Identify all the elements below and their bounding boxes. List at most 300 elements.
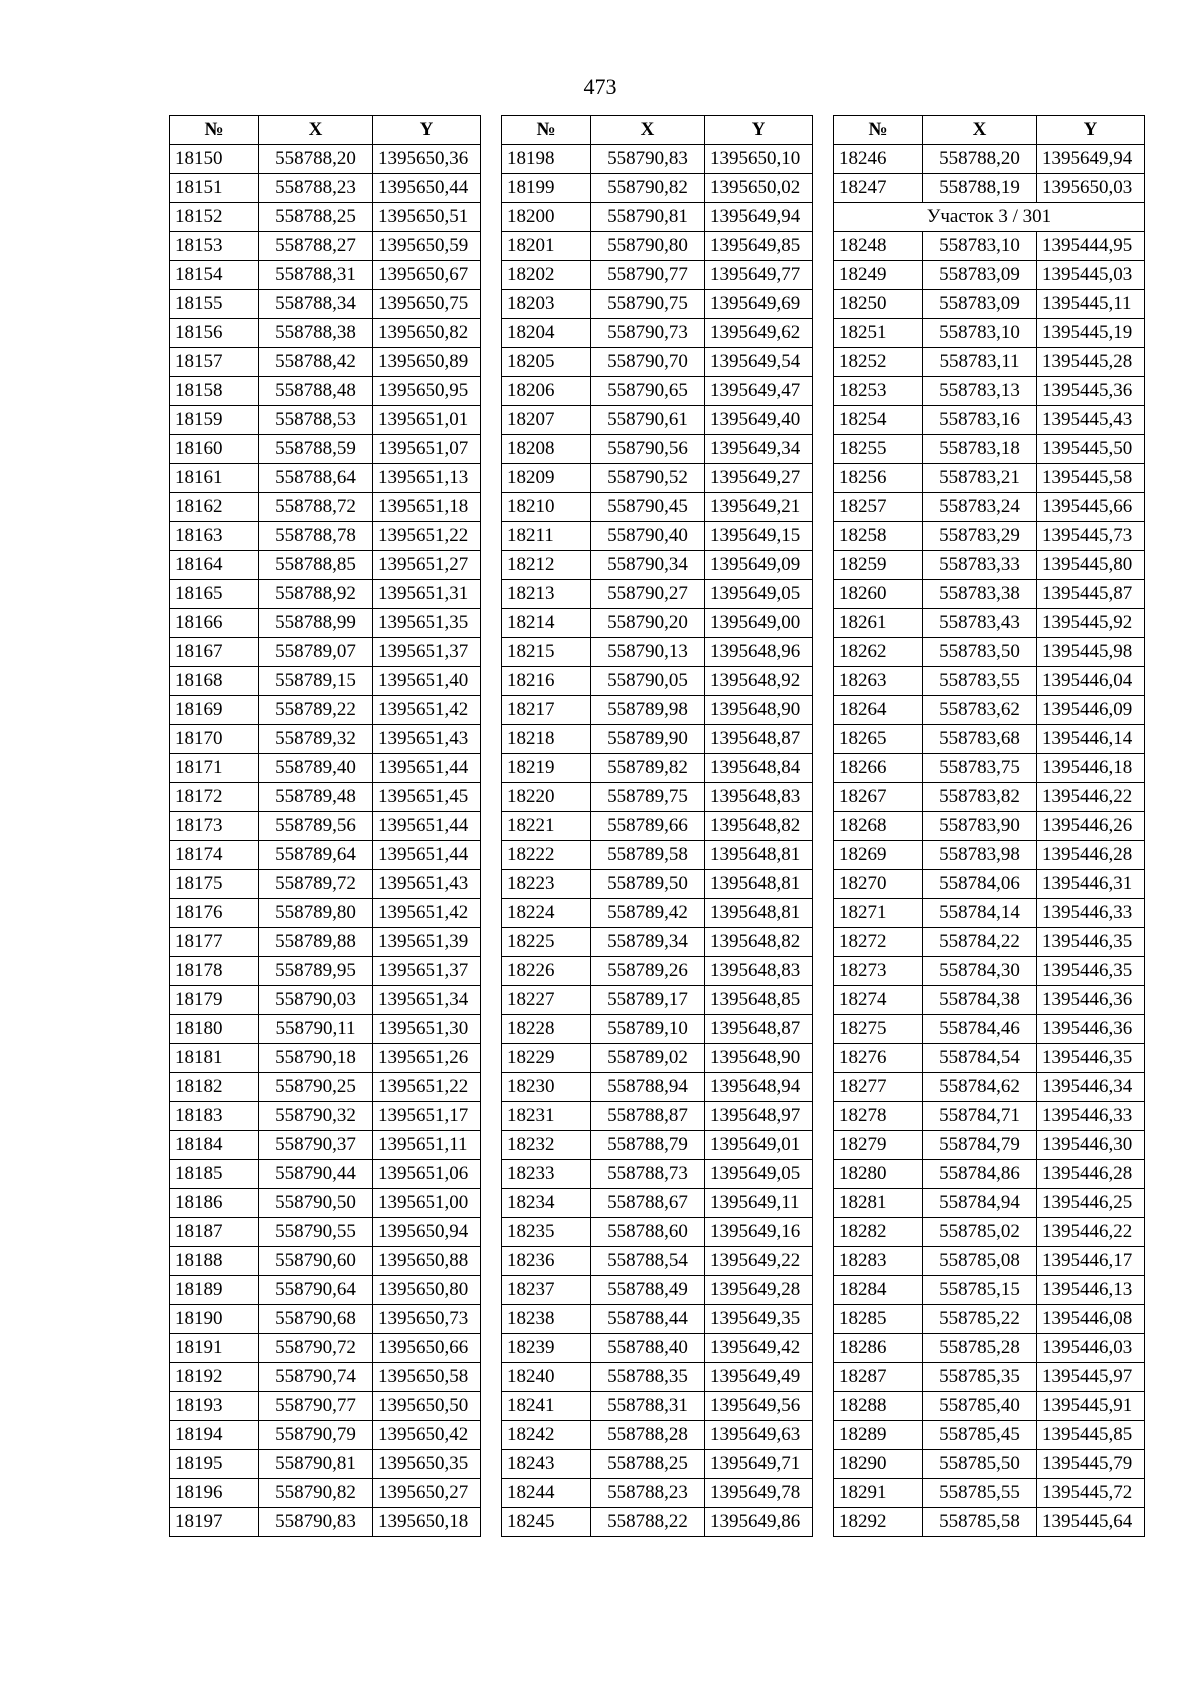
point-number: 18161 xyxy=(170,464,259,493)
y-coordinate: 1395650,42 xyxy=(373,1421,481,1450)
point-number: 18172 xyxy=(170,783,259,812)
table-row xyxy=(170,1102,481,1131)
y-coordinate: 1395650,18 xyxy=(373,1508,481,1537)
x-coordinate: 558784,38 xyxy=(923,986,1037,1015)
point-number: 18206 xyxy=(502,377,591,406)
x-coordinate: 558784,30 xyxy=(923,957,1037,986)
table-row xyxy=(502,638,813,667)
table-row xyxy=(502,232,813,261)
y-coordinate: 1395650,50 xyxy=(373,1392,481,1421)
x-coordinate: 558783,38 xyxy=(923,580,1037,609)
point-number: 18280 xyxy=(834,1160,923,1189)
x-coordinate: 558783,24 xyxy=(923,493,1037,522)
point-number: 18219 xyxy=(502,754,591,783)
point-number: 18232 xyxy=(502,1131,591,1160)
x-coordinate: 558789,80 xyxy=(259,899,373,928)
y-coordinate: 1395446,36 xyxy=(1037,1015,1145,1044)
table-row xyxy=(170,1421,481,1450)
x-coordinate: 558785,55 xyxy=(923,1479,1037,1508)
table-row xyxy=(502,1450,813,1479)
table-row xyxy=(502,986,813,1015)
header-x: X xyxy=(591,116,705,145)
table-row xyxy=(170,638,481,667)
x-coordinate: 558788,31 xyxy=(259,261,373,290)
y-coordinate: 1395648,87 xyxy=(705,725,813,754)
table-row xyxy=(834,551,1145,580)
table-row xyxy=(834,667,1145,696)
point-number: 18227 xyxy=(502,986,591,1015)
y-coordinate: 1395649,01 xyxy=(705,1131,813,1160)
table-row xyxy=(834,580,1145,609)
table-row xyxy=(834,145,1145,174)
y-coordinate: 1395649,94 xyxy=(705,203,813,232)
x-coordinate: 558789,10 xyxy=(591,1015,705,1044)
y-coordinate: 1395446,14 xyxy=(1037,725,1145,754)
x-coordinate: 558790,44 xyxy=(259,1160,373,1189)
y-coordinate: 1395651,31 xyxy=(373,580,481,609)
x-coordinate: 558785,40 xyxy=(923,1392,1037,1421)
x-coordinate: 558788,87 xyxy=(591,1102,705,1131)
header-number: № xyxy=(170,116,259,145)
point-number: 18266 xyxy=(834,754,923,783)
x-coordinate: 558790,83 xyxy=(259,1508,373,1537)
table-row xyxy=(834,783,1145,812)
x-coordinate: 558790,83 xyxy=(591,145,705,174)
x-coordinate: 558788,85 xyxy=(259,551,373,580)
y-coordinate: 1395650,44 xyxy=(373,174,481,203)
table-row xyxy=(170,580,481,609)
y-coordinate: 1395651,37 xyxy=(373,957,481,986)
table-row xyxy=(170,1015,481,1044)
point-number: 18283 xyxy=(834,1247,923,1276)
point-number: 18265 xyxy=(834,725,923,754)
table-row xyxy=(170,522,481,551)
point-number: 18268 xyxy=(834,812,923,841)
x-coordinate: 558789,26 xyxy=(591,957,705,986)
point-number: 18170 xyxy=(170,725,259,754)
table-row xyxy=(170,435,481,464)
table-row xyxy=(834,406,1145,435)
x-coordinate: 558790,27 xyxy=(591,580,705,609)
point-number: 18258 xyxy=(834,522,923,551)
x-coordinate: 558789,75 xyxy=(591,783,705,812)
x-coordinate: 558790,52 xyxy=(591,464,705,493)
table-row xyxy=(502,464,813,493)
table-row xyxy=(502,551,813,580)
x-coordinate: 558785,15 xyxy=(923,1276,1037,1305)
point-number: 18239 xyxy=(502,1334,591,1363)
y-coordinate: 1395445,11 xyxy=(1037,290,1145,319)
point-number: 18207 xyxy=(502,406,591,435)
y-coordinate: 1395446,35 xyxy=(1037,957,1145,986)
x-coordinate: 558790,32 xyxy=(259,1102,373,1131)
table-row xyxy=(502,754,813,783)
point-number: 18217 xyxy=(502,696,591,725)
point-number: 18220 xyxy=(502,783,591,812)
x-coordinate: 558783,13 xyxy=(923,377,1037,406)
point-number: 18269 xyxy=(834,841,923,870)
table-row xyxy=(834,261,1145,290)
point-number: 18197 xyxy=(170,1508,259,1537)
x-coordinate: 558790,81 xyxy=(259,1450,373,1479)
table-row xyxy=(170,319,481,348)
x-coordinate: 558788,27 xyxy=(259,232,373,261)
table-header-row xyxy=(502,116,813,145)
point-number: 18281 xyxy=(834,1189,923,1218)
table-row xyxy=(834,1392,1145,1421)
table-row xyxy=(502,290,813,319)
x-coordinate: 558789,17 xyxy=(591,986,705,1015)
point-number: 18223 xyxy=(502,870,591,899)
point-number: 18262 xyxy=(834,638,923,667)
point-number: 18160 xyxy=(170,435,259,464)
y-coordinate: 1395446,33 xyxy=(1037,899,1145,928)
y-coordinate: 1395650,73 xyxy=(373,1305,481,1334)
y-coordinate: 1395445,87 xyxy=(1037,580,1145,609)
table-row xyxy=(834,812,1145,841)
point-number: 18287 xyxy=(834,1363,923,1392)
x-coordinate: 558788,59 xyxy=(259,435,373,464)
y-coordinate: 1395649,85 xyxy=(705,232,813,261)
header-y: Y xyxy=(705,116,813,145)
table-row xyxy=(170,493,481,522)
x-coordinate: 558790,60 xyxy=(259,1247,373,1276)
point-number: 18222 xyxy=(502,841,591,870)
table-row xyxy=(834,464,1145,493)
y-coordinate: 1395650,75 xyxy=(373,290,481,319)
x-coordinate: 558788,67 xyxy=(591,1189,705,1218)
table-row xyxy=(170,1160,481,1189)
point-number: 18228 xyxy=(502,1015,591,1044)
x-coordinate: 558788,64 xyxy=(259,464,373,493)
table-row xyxy=(170,1508,481,1537)
x-coordinate: 558785,22 xyxy=(923,1305,1037,1334)
x-coordinate: 558785,35 xyxy=(923,1363,1037,1392)
x-coordinate: 558789,95 xyxy=(259,957,373,986)
point-number: 18212 xyxy=(502,551,591,580)
table-row xyxy=(834,1450,1145,1479)
table-row xyxy=(834,1131,1145,1160)
x-coordinate: 558788,40 xyxy=(591,1334,705,1363)
x-coordinate: 558790,77 xyxy=(259,1392,373,1421)
point-number: 18173 xyxy=(170,812,259,841)
y-coordinate: 1395446,35 xyxy=(1037,1044,1145,1073)
y-coordinate: 1395649,15 xyxy=(705,522,813,551)
x-coordinate: 558789,34 xyxy=(591,928,705,957)
y-coordinate: 1395649,71 xyxy=(705,1450,813,1479)
point-number: 18169 xyxy=(170,696,259,725)
table-row xyxy=(502,1508,813,1537)
x-coordinate: 558783,10 xyxy=(923,232,1037,261)
point-number: 18211 xyxy=(502,522,591,551)
x-coordinate: 558784,86 xyxy=(923,1160,1037,1189)
table-row xyxy=(170,464,481,493)
y-coordinate: 1395649,16 xyxy=(705,1218,813,1247)
table-header-row xyxy=(170,116,481,145)
point-number: 18277 xyxy=(834,1073,923,1102)
y-coordinate: 1395648,85 xyxy=(705,986,813,1015)
point-number: 18156 xyxy=(170,319,259,348)
y-coordinate: 1395444,95 xyxy=(1037,232,1145,261)
point-number: 18189 xyxy=(170,1276,259,1305)
point-number: 18158 xyxy=(170,377,259,406)
y-coordinate: 1395446,17 xyxy=(1037,1247,1145,1276)
y-coordinate: 1395650,58 xyxy=(373,1363,481,1392)
table-row xyxy=(834,754,1145,783)
table-row xyxy=(502,580,813,609)
table-row xyxy=(170,1073,481,1102)
x-coordinate: 558788,19 xyxy=(923,174,1037,203)
y-coordinate: 1395649,49 xyxy=(705,1363,813,1392)
x-coordinate: 558783,98 xyxy=(923,841,1037,870)
table-row xyxy=(834,1276,1145,1305)
x-coordinate: 558790,40 xyxy=(591,522,705,551)
point-number: 18256 xyxy=(834,464,923,493)
x-coordinate: 558785,28 xyxy=(923,1334,1037,1363)
table-row xyxy=(502,609,813,638)
x-coordinate: 558788,23 xyxy=(259,174,373,203)
y-coordinate: 1395649,00 xyxy=(705,609,813,638)
point-number: 18185 xyxy=(170,1160,259,1189)
y-coordinate: 1395651,35 xyxy=(373,609,481,638)
point-number: 18218 xyxy=(502,725,591,754)
x-coordinate: 558784,94 xyxy=(923,1189,1037,1218)
header-y: Y xyxy=(373,116,481,145)
y-coordinate: 1395648,82 xyxy=(705,812,813,841)
y-coordinate: 1395648,90 xyxy=(705,696,813,725)
x-coordinate: 558788,38 xyxy=(259,319,373,348)
y-coordinate: 1395445,92 xyxy=(1037,609,1145,638)
table-row xyxy=(502,899,813,928)
table-row xyxy=(170,783,481,812)
point-number: 18181 xyxy=(170,1044,259,1073)
y-coordinate: 1395651,06 xyxy=(373,1160,481,1189)
y-coordinate: 1395650,89 xyxy=(373,348,481,377)
table-row xyxy=(170,1334,481,1363)
x-coordinate: 558785,58 xyxy=(923,1508,1037,1537)
point-number: 18238 xyxy=(502,1305,591,1334)
x-coordinate: 558788,72 xyxy=(259,493,373,522)
y-coordinate: 1395650,35 xyxy=(373,1450,481,1479)
point-number: 18231 xyxy=(502,1102,591,1131)
table-row xyxy=(834,377,1145,406)
y-coordinate: 1395446,36 xyxy=(1037,986,1145,1015)
x-coordinate: 558790,61 xyxy=(591,406,705,435)
table-row xyxy=(502,1189,813,1218)
point-number: 18183 xyxy=(170,1102,259,1131)
x-coordinate: 558784,71 xyxy=(923,1102,1037,1131)
point-number: 18201 xyxy=(502,232,591,261)
point-number: 18235 xyxy=(502,1218,591,1247)
table-row xyxy=(170,1131,481,1160)
y-coordinate: 1395445,85 xyxy=(1037,1421,1145,1450)
y-coordinate: 1395649,42 xyxy=(705,1334,813,1363)
x-coordinate: 558790,64 xyxy=(259,1276,373,1305)
x-coordinate: 558788,44 xyxy=(591,1305,705,1334)
x-coordinate: 558790,50 xyxy=(259,1189,373,1218)
y-coordinate: 1395651,37 xyxy=(373,638,481,667)
y-coordinate: 1395445,58 xyxy=(1037,464,1145,493)
point-number: 18193 xyxy=(170,1392,259,1421)
y-coordinate: 1395649,56 xyxy=(705,1392,813,1421)
table-row xyxy=(834,493,1145,522)
y-coordinate: 1395648,90 xyxy=(705,1044,813,1073)
table-row xyxy=(834,1218,1145,1247)
point-number: 18164 xyxy=(170,551,259,580)
y-coordinate: 1395446,09 xyxy=(1037,696,1145,725)
section-label: Участок 3 / 301 xyxy=(834,203,1145,232)
point-number: 18182 xyxy=(170,1073,259,1102)
y-coordinate: 1395446,04 xyxy=(1037,667,1145,696)
y-coordinate: 1395651,01 xyxy=(373,406,481,435)
x-coordinate: 558789,02 xyxy=(591,1044,705,1073)
table-row xyxy=(834,1363,1145,1392)
table-row xyxy=(834,1305,1145,1334)
point-number: 18200 xyxy=(502,203,591,232)
table-row xyxy=(502,1015,813,1044)
point-number: 18273 xyxy=(834,957,923,986)
table-row xyxy=(502,1363,813,1392)
table-row xyxy=(502,696,813,725)
table-row xyxy=(834,348,1145,377)
y-coordinate: 1395649,05 xyxy=(705,1160,813,1189)
point-number: 18195 xyxy=(170,1450,259,1479)
x-coordinate: 558788,94 xyxy=(591,1073,705,1102)
x-coordinate: 558783,82 xyxy=(923,783,1037,812)
y-coordinate: 1395651,26 xyxy=(373,1044,481,1073)
table-row xyxy=(834,928,1145,957)
table-row xyxy=(502,1160,813,1189)
point-number: 18246 xyxy=(834,145,923,174)
point-number: 18178 xyxy=(170,957,259,986)
y-coordinate: 1395648,81 xyxy=(705,870,813,899)
table-row xyxy=(170,957,481,986)
y-coordinate: 1395651,11 xyxy=(373,1131,481,1160)
table-row xyxy=(170,609,481,638)
x-coordinate: 558789,88 xyxy=(259,928,373,957)
y-coordinate: 1395651,22 xyxy=(373,1073,481,1102)
table-row xyxy=(170,1189,481,1218)
table-row xyxy=(834,290,1145,319)
point-number: 18151 xyxy=(170,174,259,203)
y-coordinate: 1395651,18 xyxy=(373,493,481,522)
x-coordinate: 558790,55 xyxy=(259,1218,373,1247)
table-row xyxy=(834,609,1145,638)
point-number: 18272 xyxy=(834,928,923,957)
table-row xyxy=(502,1131,813,1160)
table-row xyxy=(170,377,481,406)
y-coordinate: 1395650,10 xyxy=(705,145,813,174)
point-number: 18186 xyxy=(170,1189,259,1218)
y-coordinate: 1395648,97 xyxy=(705,1102,813,1131)
point-number: 18276 xyxy=(834,1044,923,1073)
y-coordinate: 1395651,17 xyxy=(373,1102,481,1131)
y-coordinate: 1395445,28 xyxy=(1037,348,1145,377)
point-number: 18165 xyxy=(170,580,259,609)
x-coordinate: 558790,82 xyxy=(259,1479,373,1508)
x-coordinate: 558783,43 xyxy=(923,609,1037,638)
x-coordinate: 558788,34 xyxy=(259,290,373,319)
y-coordinate: 1395446,13 xyxy=(1037,1276,1145,1305)
x-coordinate: 558790,68 xyxy=(259,1305,373,1334)
table-row xyxy=(502,1421,813,1450)
y-coordinate: 1395649,22 xyxy=(705,1247,813,1276)
table-row xyxy=(502,522,813,551)
y-coordinate: 1395649,09 xyxy=(705,551,813,580)
x-coordinate: 558783,09 xyxy=(923,290,1037,319)
y-coordinate: 1395651,42 xyxy=(373,696,481,725)
y-coordinate: 1395648,83 xyxy=(705,783,813,812)
table-row xyxy=(502,377,813,406)
table-row xyxy=(502,957,813,986)
x-coordinate: 558790,34 xyxy=(591,551,705,580)
table-row xyxy=(502,1276,813,1305)
point-number: 18179 xyxy=(170,986,259,1015)
y-coordinate: 1395650,94 xyxy=(373,1218,481,1247)
x-coordinate: 558788,23 xyxy=(591,1479,705,1508)
x-coordinate: 558783,50 xyxy=(923,638,1037,667)
table-row xyxy=(170,1044,481,1073)
header-y: Y xyxy=(1037,116,1145,145)
point-number: 18208 xyxy=(502,435,591,464)
table-row xyxy=(170,203,481,232)
x-coordinate: 558790,75 xyxy=(591,290,705,319)
table-row xyxy=(502,1247,813,1276)
table-row xyxy=(170,551,481,580)
point-number: 18204 xyxy=(502,319,591,348)
x-coordinate: 558784,46 xyxy=(923,1015,1037,1044)
y-coordinate: 1395445,36 xyxy=(1037,377,1145,406)
y-coordinate: 1395445,97 xyxy=(1037,1363,1145,1392)
point-number: 18191 xyxy=(170,1334,259,1363)
x-coordinate: 558790,20 xyxy=(591,609,705,638)
y-coordinate: 1395446,03 xyxy=(1037,1334,1145,1363)
point-number: 18243 xyxy=(502,1450,591,1479)
x-coordinate: 558788,25 xyxy=(259,203,373,232)
x-coordinate: 558788,73 xyxy=(591,1160,705,1189)
y-coordinate: 1395649,78 xyxy=(705,1479,813,1508)
point-number: 18279 xyxy=(834,1131,923,1160)
point-number: 18270 xyxy=(834,870,923,899)
page-number: 473 xyxy=(583,74,617,99)
x-coordinate: 558789,48 xyxy=(259,783,373,812)
point-number: 18247 xyxy=(834,174,923,203)
y-coordinate: 1395446,25 xyxy=(1037,1189,1145,1218)
table-row xyxy=(834,638,1145,667)
point-number: 18174 xyxy=(170,841,259,870)
point-number: 18194 xyxy=(170,1421,259,1450)
table-row xyxy=(170,928,481,957)
y-coordinate: 1395445,98 xyxy=(1037,638,1145,667)
point-number: 18248 xyxy=(834,232,923,261)
x-coordinate: 558784,54 xyxy=(923,1044,1037,1073)
x-coordinate: 558790,25 xyxy=(259,1073,373,1102)
x-coordinate: 558790,73 xyxy=(591,319,705,348)
table-row xyxy=(502,261,813,290)
x-coordinate: 558783,75 xyxy=(923,754,1037,783)
x-coordinate: 558784,06 xyxy=(923,870,1037,899)
x-coordinate: 558783,21 xyxy=(923,464,1037,493)
y-coordinate: 1395650,88 xyxy=(373,1247,481,1276)
y-coordinate: 1395648,94 xyxy=(705,1073,813,1102)
table-row xyxy=(834,435,1145,464)
point-number: 18290 xyxy=(834,1450,923,1479)
table-row xyxy=(502,1073,813,1102)
point-number: 18260 xyxy=(834,580,923,609)
y-coordinate: 1395446,33 xyxy=(1037,1102,1145,1131)
table-row xyxy=(834,319,1145,348)
table-row xyxy=(502,406,813,435)
